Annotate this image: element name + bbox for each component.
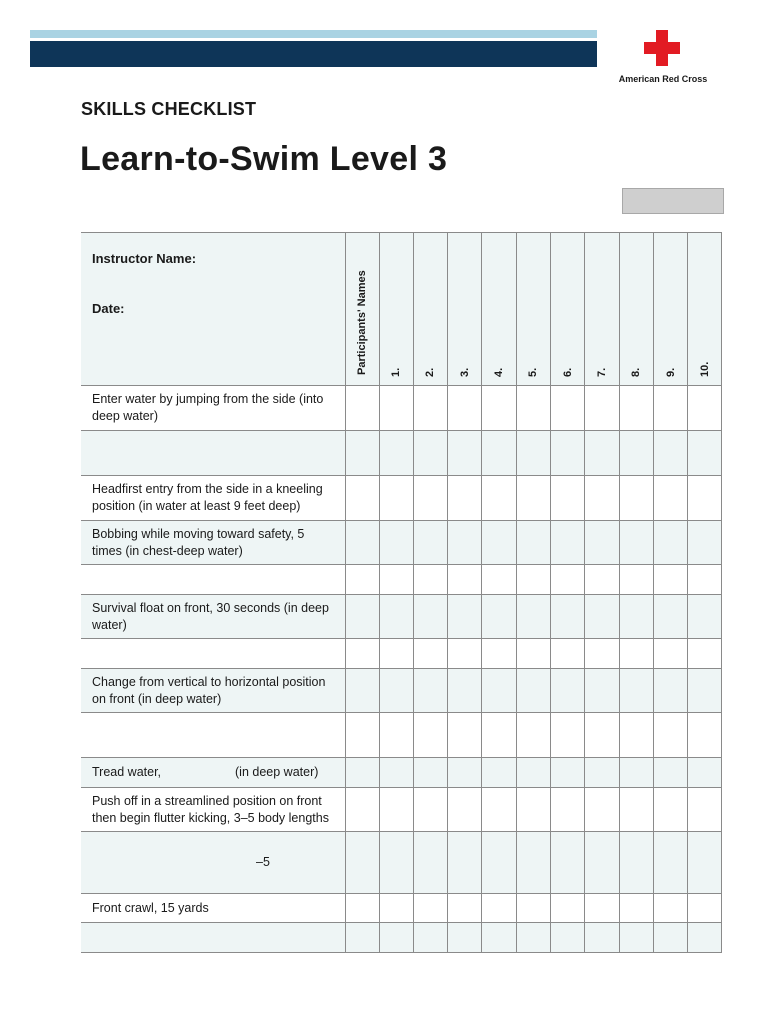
check-cell[interactable] <box>653 386 687 431</box>
instructor-name-label: Instructor Name: <box>92 251 197 266</box>
column-number-label: 8. <box>630 367 643 377</box>
column-number-label: 9. <box>664 367 677 377</box>
skills-checklist-table <box>81 232 722 953</box>
column-header-1 <box>379 233 413 386</box>
check-cell[interactable] <box>448 565 482 595</box>
participant-name-cell[interactable] <box>345 894 379 923</box>
page-subtitle: SKILLS CHECKLIST <box>81 99 257 119</box>
skill-description <box>81 595 345 639</box>
check-cell[interactable] <box>653 758 687 788</box>
column-header-2 <box>413 233 447 386</box>
check-cell[interactable] <box>653 595 687 639</box>
skill-row <box>81 923 722 953</box>
check-cell[interactable] <box>482 894 516 923</box>
column-number-label: 6. <box>561 367 574 377</box>
check-cell[interactable] <box>619 595 653 639</box>
check-cell[interactable] <box>448 894 482 923</box>
check-cell[interactable] <box>619 923 653 953</box>
check-cell[interactable] <box>653 476 687 521</box>
participant-name-cell[interactable] <box>345 431 379 476</box>
check-cell[interactable] <box>448 832 482 894</box>
check-cell[interactable] <box>585 521 619 565</box>
grey-label-box <box>622 188 724 214</box>
check-cell[interactable] <box>550 386 584 431</box>
check-cell[interactable] <box>619 639 653 669</box>
check-cell[interactable] <box>653 669 687 713</box>
participant-name-cell[interactable] <box>345 669 379 713</box>
check-cell[interactable] <box>482 788 516 832</box>
skill-description <box>81 669 345 713</box>
participant-name-cell[interactable] <box>345 521 379 565</box>
check-cell[interactable] <box>482 595 516 639</box>
skill-description <box>81 565 345 595</box>
column-header-4 <box>482 233 516 386</box>
column-header-7 <box>585 233 619 386</box>
participants-header-cell <box>345 233 379 386</box>
skill-description <box>81 713 345 758</box>
check-cell[interactable] <box>550 788 584 832</box>
check-cell[interactable] <box>585 713 619 758</box>
check-cell[interactable] <box>585 386 619 431</box>
column-header-6 <box>550 233 584 386</box>
check-cell[interactable] <box>413 595 447 639</box>
check-cell[interactable] <box>688 595 722 639</box>
check-cell[interactable] <box>413 639 447 669</box>
skill-description <box>81 758 345 788</box>
check-cell[interactable] <box>653 565 687 595</box>
participant-name-cell[interactable] <box>345 758 379 788</box>
check-cell[interactable] <box>448 595 482 639</box>
check-cell[interactable] <box>688 894 722 923</box>
check-cell[interactable] <box>379 788 413 832</box>
check-cell[interactable] <box>653 521 687 565</box>
participant-name-cell[interactable] <box>345 639 379 669</box>
check-cell[interactable] <box>379 832 413 894</box>
check-cell[interactable] <box>448 639 482 669</box>
skill-text: Survival float on front, 30 seconds (in deep water) <box>92 600 329 632</box>
check-cell[interactable] <box>379 476 413 521</box>
column-number-label: 3. <box>458 367 471 377</box>
check-cell[interactable] <box>550 923 584 953</box>
check-cell[interactable] <box>379 923 413 953</box>
header-info-cell <box>81 233 345 386</box>
check-cell[interactable] <box>379 431 413 476</box>
skill-description <box>81 639 345 669</box>
top-accent-bar-dark <box>30 41 597 67</box>
skill-row <box>81 758 722 788</box>
column-header-3 <box>448 233 482 386</box>
skill-row <box>81 639 722 669</box>
check-cell[interactable] <box>653 894 687 923</box>
check-cell[interactable] <box>482 669 516 713</box>
check-cell[interactable] <box>448 713 482 758</box>
check-cell[interactable] <box>619 521 653 565</box>
check-cell[interactable] <box>688 386 722 431</box>
check-cell[interactable] <box>585 923 619 953</box>
check-cell[interactable] <box>550 832 584 894</box>
check-cell[interactable] <box>379 758 413 788</box>
check-cell[interactable] <box>516 669 550 713</box>
check-cell[interactable] <box>516 476 550 521</box>
column-number-label: 7. <box>595 367 608 377</box>
check-cell[interactable] <box>379 713 413 758</box>
check-cell[interactable] <box>585 565 619 595</box>
column-number-label: 10. <box>698 361 711 377</box>
skill-text: Bobbing while moving toward safety, 5 times (in chest-deep water) <box>92 526 305 558</box>
check-cell[interactable] <box>379 521 413 565</box>
column-header-9 <box>653 233 687 386</box>
red-cross-icon <box>644 30 680 66</box>
skill-row <box>81 669 722 713</box>
check-cell[interactable] <box>619 669 653 713</box>
check-cell[interactable] <box>516 431 550 476</box>
check-cell[interactable] <box>550 595 584 639</box>
check-cell[interactable] <box>516 923 550 953</box>
column-header-5 <box>516 233 550 386</box>
column-header-8 <box>619 233 653 386</box>
check-cell[interactable] <box>379 595 413 639</box>
skill-row <box>81 713 722 758</box>
check-cell[interactable] <box>585 431 619 476</box>
check-cell[interactable] <box>653 788 687 832</box>
check-cell[interactable] <box>688 788 722 832</box>
skill-row <box>81 565 722 595</box>
skill-text-qualifier: (in deep water) <box>235 765 319 779</box>
check-cell[interactable] <box>619 788 653 832</box>
check-cell[interactable] <box>413 431 447 476</box>
check-cell[interactable] <box>379 669 413 713</box>
skill-row <box>81 595 722 639</box>
check-cell[interactable] <box>619 431 653 476</box>
column-number-label: 1. <box>390 367 403 377</box>
participant-name-cell[interactable] <box>345 923 379 953</box>
participant-name-cell[interactable] <box>345 713 379 758</box>
check-cell[interactable] <box>688 669 722 713</box>
check-cell[interactable] <box>482 386 516 431</box>
check-cell[interactable] <box>550 565 584 595</box>
check-cell[interactable] <box>688 713 722 758</box>
skill-description <box>81 788 345 832</box>
check-cell[interactable] <box>482 476 516 521</box>
check-cell[interactable] <box>516 894 550 923</box>
check-cell[interactable] <box>550 521 584 565</box>
check-cell[interactable] <box>448 788 482 832</box>
check-cell[interactable] <box>379 894 413 923</box>
check-cell[interactable] <box>379 639 413 669</box>
check-cell[interactable] <box>482 431 516 476</box>
date-label: Date: <box>92 301 125 316</box>
check-cell[interactable] <box>619 832 653 894</box>
check-cell[interactable] <box>619 476 653 521</box>
check-cell[interactable] <box>653 923 687 953</box>
check-cell[interactable] <box>585 758 619 788</box>
check-cell[interactable] <box>550 639 584 669</box>
participants-names-label: Participants' Names <box>356 270 368 375</box>
check-cell[interactable] <box>516 565 550 595</box>
participant-name-cell[interactable] <box>345 788 379 832</box>
check-cell[interactable] <box>585 788 619 832</box>
check-cell[interactable] <box>413 758 447 788</box>
check-cell[interactable] <box>413 669 447 713</box>
check-cell[interactable] <box>516 758 550 788</box>
check-cell[interactable] <box>379 565 413 595</box>
check-cell[interactable] <box>653 431 687 476</box>
check-cell[interactable] <box>448 923 482 953</box>
check-cell[interactable] <box>413 894 447 923</box>
skill-text: Change from vertical to horizontal position on front (in deep water) <box>92 674 326 706</box>
column-number-label: 2. <box>424 367 437 377</box>
skill-text: Enter water by jumping from the side (into deep water) <box>92 392 324 423</box>
check-cell[interactable] <box>413 386 447 431</box>
skill-text: –5 <box>256 855 270 869</box>
check-cell[interactable] <box>482 832 516 894</box>
participant-name-cell[interactable] <box>345 565 379 595</box>
check-cell[interactable] <box>619 894 653 923</box>
check-cell[interactable] <box>448 431 482 476</box>
skill-row <box>81 476 722 521</box>
participant-name-cell[interactable] <box>345 832 379 894</box>
check-cell[interactable] <box>653 832 687 894</box>
check-cell[interactable] <box>550 894 584 923</box>
check-cell[interactable] <box>413 832 447 894</box>
check-cell[interactable] <box>448 758 482 788</box>
skill-row <box>81 894 722 923</box>
check-cell[interactable] <box>619 565 653 595</box>
skill-row <box>81 521 722 565</box>
check-cell[interactable] <box>448 476 482 521</box>
check-cell[interactable] <box>413 788 447 832</box>
check-cell[interactable] <box>482 565 516 595</box>
check-cell[interactable] <box>482 521 516 565</box>
skill-description <box>81 923 345 953</box>
check-cell[interactable] <box>379 386 413 431</box>
check-cell[interactable] <box>585 669 619 713</box>
page-title: Learn-to-Swim Level 3 <box>80 140 448 178</box>
check-cell[interactable] <box>688 832 722 894</box>
skill-description <box>81 431 345 476</box>
participant-name-cell[interactable] <box>345 386 379 431</box>
check-cell[interactable] <box>448 521 482 565</box>
skill-text: Push off in a streamlined position on front then begin flutter kicking, 3–5 body lengths <box>92 793 329 825</box>
check-cell[interactable] <box>550 476 584 521</box>
check-cell[interactable] <box>653 713 687 758</box>
skill-text: Headfirst entry from the side in a kneeling position (in water at least 9 feet deep) <box>92 482 323 513</box>
check-cell[interactable] <box>413 923 447 953</box>
check-cell[interactable] <box>516 832 550 894</box>
skill-description <box>81 832 345 894</box>
check-cell[interactable] <box>550 713 584 758</box>
check-cell[interactable] <box>688 923 722 953</box>
check-cell[interactable] <box>585 476 619 521</box>
check-cell[interactable] <box>516 595 550 639</box>
check-cell[interactable] <box>516 788 550 832</box>
red-cross-logo <box>608 28 718 88</box>
check-cell[interactable] <box>619 758 653 788</box>
table-header-row <box>81 233 722 386</box>
check-cell[interactable] <box>688 431 722 476</box>
skill-row <box>81 386 722 431</box>
check-cell[interactable] <box>585 832 619 894</box>
check-cell[interactable] <box>619 713 653 758</box>
skill-row <box>81 431 722 476</box>
check-cell[interactable] <box>413 521 447 565</box>
check-cell[interactable] <box>653 639 687 669</box>
check-cell[interactable] <box>619 386 653 431</box>
column-header-10 <box>688 233 722 386</box>
skill-description <box>81 894 345 923</box>
skill-row <box>81 832 722 894</box>
skill-description <box>81 386 345 431</box>
check-cell[interactable] <box>550 431 584 476</box>
check-cell[interactable] <box>550 669 584 713</box>
org-name: American Red Cross <box>618 74 708 84</box>
check-cell[interactable] <box>413 476 447 521</box>
skill-text: Front crawl, 15 yards <box>92 900 209 915</box>
check-cell[interactable] <box>448 386 482 431</box>
skill-description <box>81 476 345 521</box>
check-cell[interactable] <box>585 894 619 923</box>
column-number-label: 5. <box>527 367 540 377</box>
check-cell[interactable] <box>688 639 722 669</box>
check-cell[interactable] <box>448 669 482 713</box>
skill-text: Tread water, <box>92 765 162 779</box>
check-cell[interactable] <box>413 713 447 758</box>
check-cell[interactable] <box>413 565 447 595</box>
skill-description <box>81 521 345 565</box>
top-accent-bar-light <box>30 30 597 38</box>
check-cell[interactable] <box>688 521 722 565</box>
skill-row <box>81 788 722 832</box>
check-cell[interactable] <box>516 386 550 431</box>
check-cell[interactable] <box>516 713 550 758</box>
participant-name-cell[interactable] <box>345 476 379 521</box>
check-cell[interactable] <box>688 565 722 595</box>
check-cell[interactable] <box>585 639 619 669</box>
check-cell[interactable] <box>482 639 516 669</box>
check-cell[interactable] <box>688 758 722 788</box>
check-cell[interactable] <box>516 639 550 669</box>
participant-name-cell[interactable] <box>345 595 379 639</box>
check-cell[interactable] <box>585 595 619 639</box>
check-cell[interactable] <box>688 476 722 521</box>
column-number-label: 4. <box>493 367 506 377</box>
check-cell[interactable] <box>482 713 516 758</box>
check-cell[interactable] <box>482 923 516 953</box>
check-cell[interactable] <box>550 758 584 788</box>
check-cell[interactable] <box>516 521 550 565</box>
check-cell[interactable] <box>482 758 516 788</box>
